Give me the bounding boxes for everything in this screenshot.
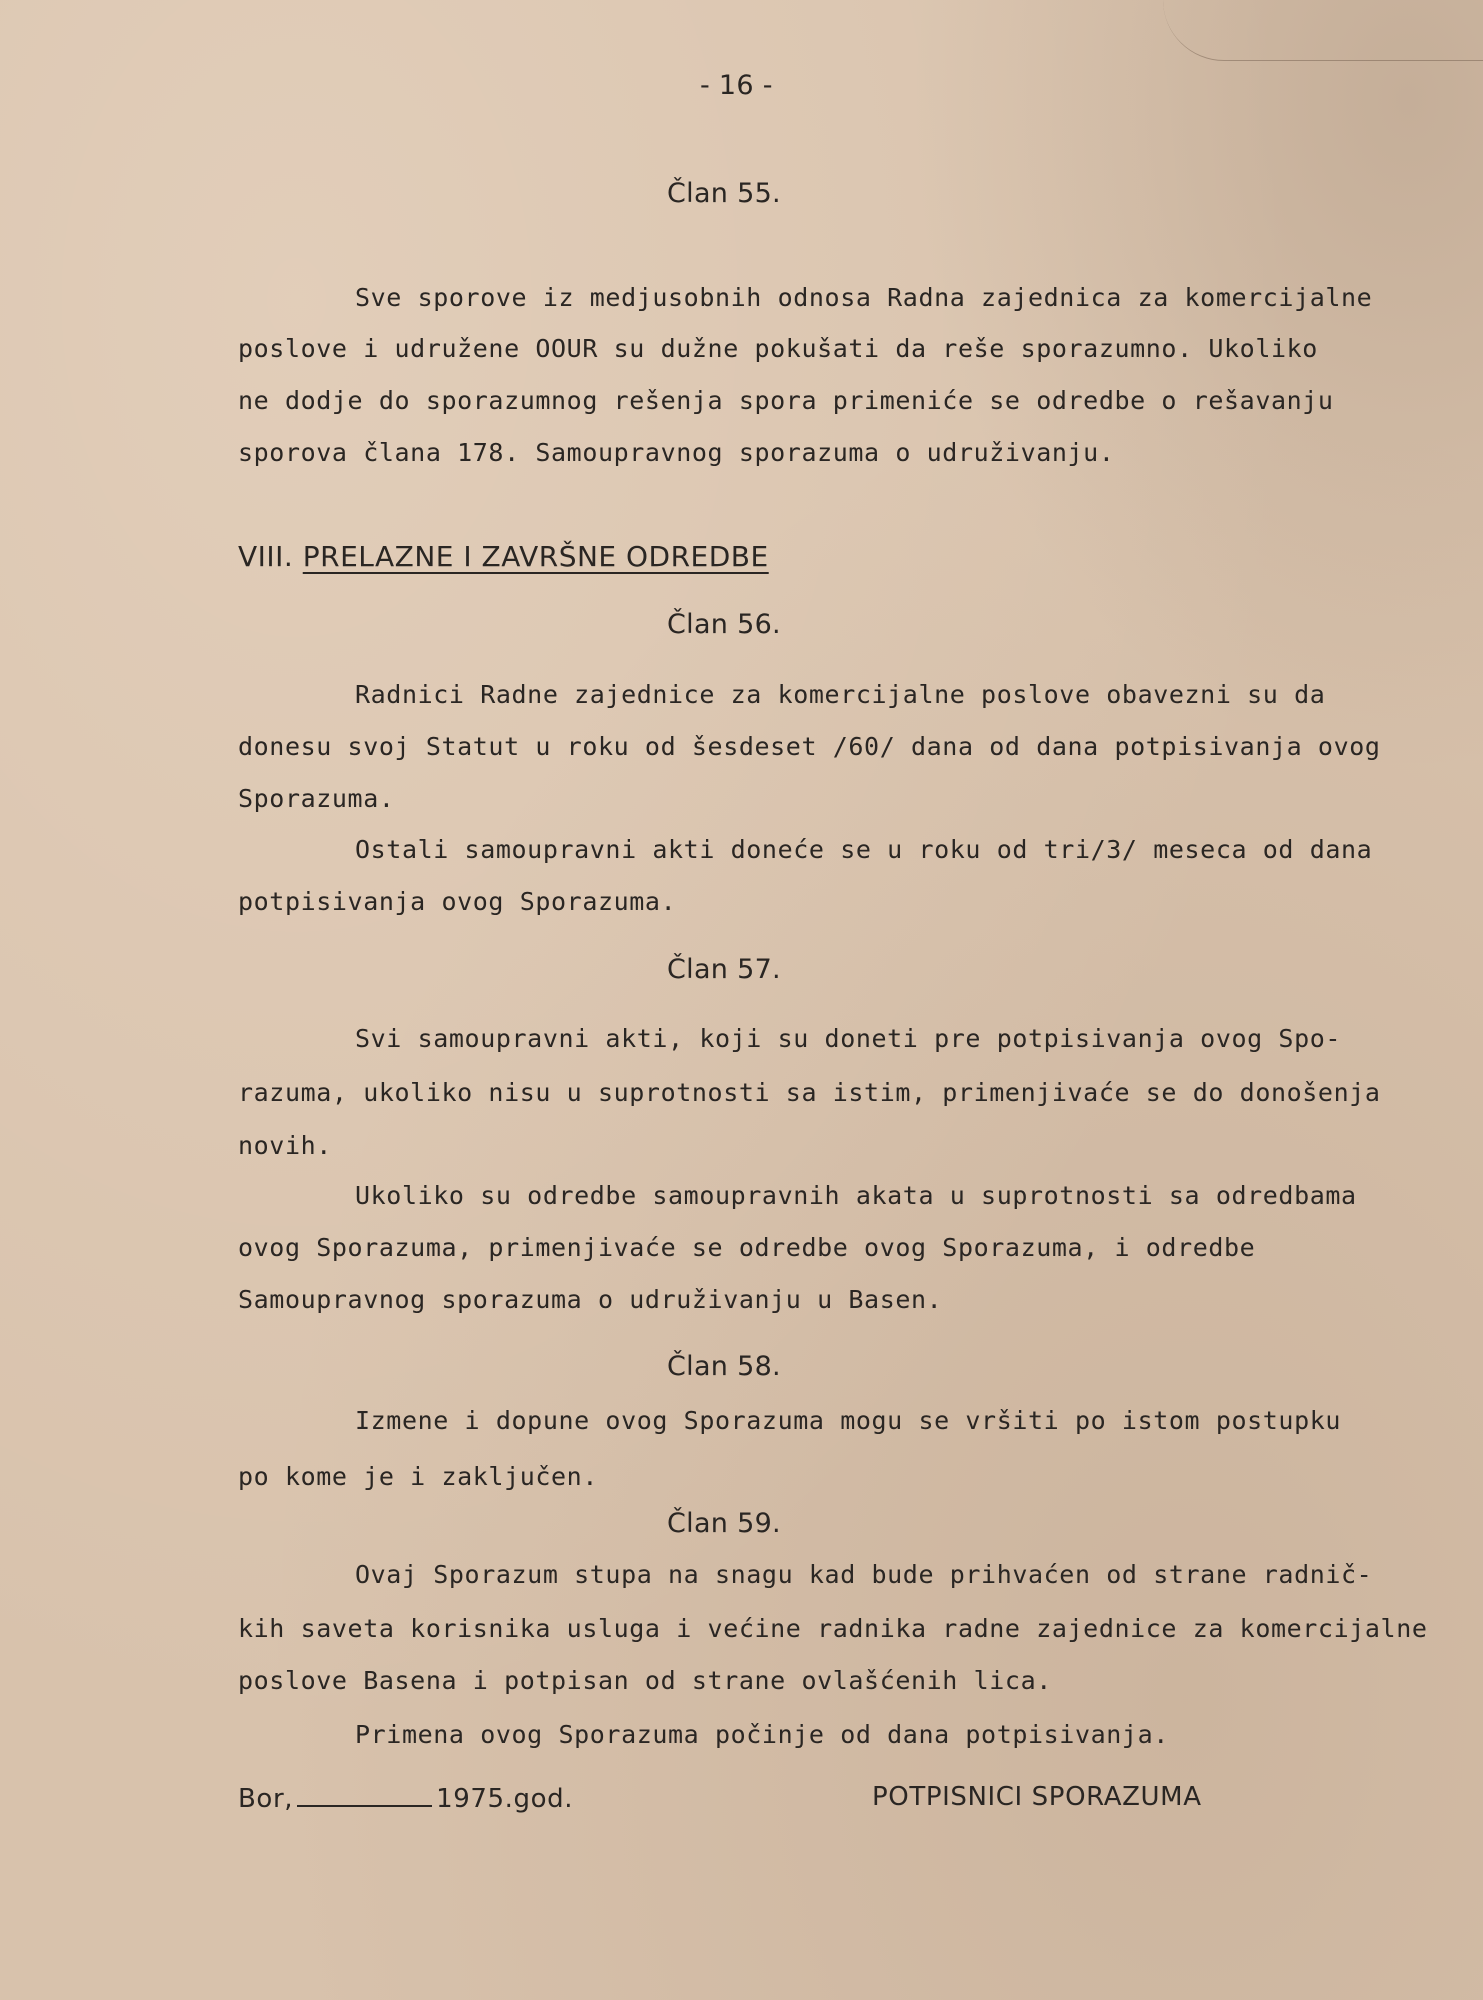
clan-55-heading: Član 55. xyxy=(667,178,781,209)
signatories-label: POTPISNICI SPORAZUMA xyxy=(872,1782,1202,1812)
clan-56-line-5: potpisivanja ovog Sporazuma. xyxy=(238,887,677,916)
clan-56-line-4: Ostali samoupravni akti doneće se u roku od tri/3/ meseca od dana xyxy=(355,835,1373,864)
page-number: - 16 - xyxy=(700,70,773,101)
paper-fold-mark xyxy=(1163,0,1483,61)
clan-56-line-1: Radnici Radne zajednice za komercijalne poslove obavezni su da xyxy=(355,680,1326,709)
section-number: VIII. xyxy=(238,540,294,573)
signature-place-date xyxy=(238,1786,573,1812)
signature-year: 1975.god. xyxy=(436,1784,574,1814)
clan-57-line-5: ovog Sporazuma, primenjivaće se odredbe ovog Sporazuma, i odredbe xyxy=(238,1233,1256,1262)
section-title: PRELAZNE I ZAVRŠNE ODREDBE xyxy=(302,540,769,573)
clan-57-line-3: novih. xyxy=(238,1131,332,1160)
clan-59-line-1: Ovaj Sporazum stupa na snagu kad bude prihvaćen od strane radnič- xyxy=(355,1560,1373,1589)
clan-59-line-2: kih saveta korisnika usluga i većine radnika radne zajednice za komercijalne xyxy=(238,1614,1428,1643)
clan-56-heading: Član 56. xyxy=(667,609,781,640)
clan-58-line-2: po kome je i zaključen. xyxy=(238,1462,598,1491)
clan-56-line-3: Sporazuma. xyxy=(238,784,395,813)
clan-58-heading: Član 58. xyxy=(667,1351,781,1382)
clan-57-line-4: Ukoliko su odredbe samoupravnih akata u suprotnosti sa odredbama xyxy=(355,1181,1357,1210)
clan-59-line-3: poslove Basena i potpisan od strane ovlašćenih lica. xyxy=(238,1666,1052,1695)
date-blank-line xyxy=(297,1805,432,1807)
clan-57-heading: Član 57. xyxy=(667,954,781,985)
clan-56-line-2: donesu svoj Statut u roku od šesdeset /60/ dana od dana potpisivanja ovog xyxy=(238,732,1381,761)
clan-55-line-2: poslove i udružene OOUR su dužne pokušati da reše sporazumno. Ukoliko xyxy=(238,334,1318,363)
section-heading xyxy=(238,540,769,573)
signature-place: Bor, xyxy=(238,1784,294,1814)
clan-55-line-3: ne dodje do sporazumnog rešenja spora primeniće se odredbe o rešavanju xyxy=(238,386,1334,415)
clan-55-line-4: sporova člana 178. Samoupravnog sporazuma o udruživanju. xyxy=(238,438,1115,467)
clan-59-line-4: Primena ovog Sporazuma počinje od dana potpisivanja. xyxy=(355,1720,1169,1749)
clan-57-line-6: Samoupravnog sporazuma o udruživanju u Basen. xyxy=(238,1285,943,1314)
clan-57-line-2: razuma, ukoliko nisu u suprotnosti sa istim, primenjivaće se do donošenja xyxy=(238,1078,1381,1107)
clan-57-line-1: Svi samoupravni akti, koji su doneti pre potpisivanja ovog Spo- xyxy=(355,1024,1342,1053)
clan-59-heading: Član 59. xyxy=(667,1508,781,1539)
clan-58-line-1: Izmene i dopune ovog Sporazuma mogu se vršiti po istom postupku xyxy=(355,1406,1342,1435)
clan-55-line-1: Sve sporove iz medjusobnih odnosa Radna zajednica za komercijalne xyxy=(355,283,1373,312)
